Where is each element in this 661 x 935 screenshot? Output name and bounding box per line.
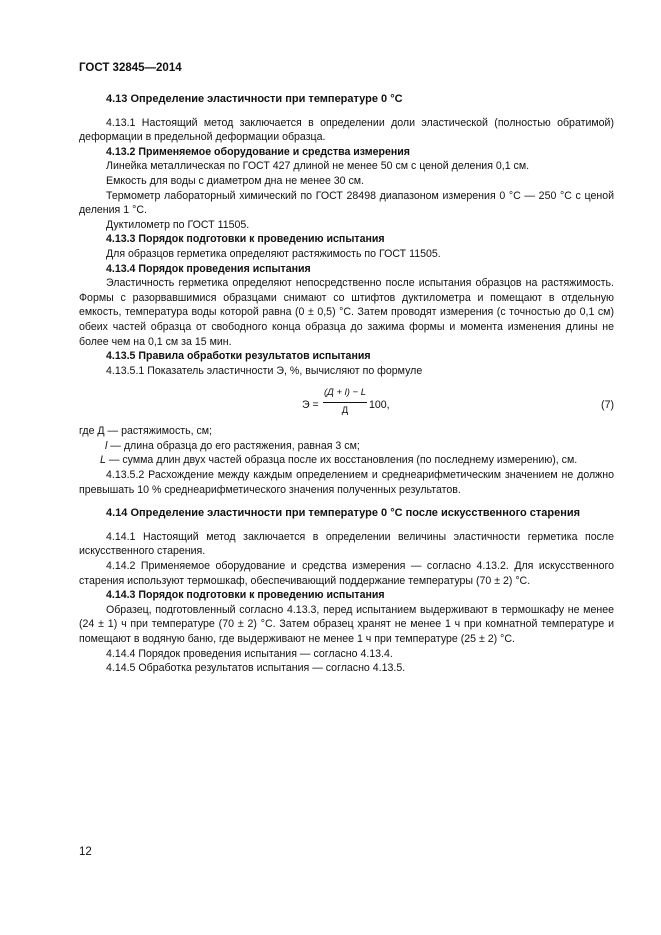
para-4-13-1: 4.13.1 Настоящий метод заключается в определении доли эластической (полностью обратимой) деформации в предельной деформации образца. <box>79 116 614 144</box>
section-4-13-title: 4.13 Определение эластичности при температуре 0 °С <box>106 93 403 105</box>
symbol-d: Д <box>97 425 105 438</box>
document-body <box>79 92 614 676</box>
definition-big-l <box>79 453 614 468</box>
document-header: ГОСТ 32845—2014 <box>79 62 182 74</box>
formula-numerator: (Д + l) − L <box>323 386 367 403</box>
para-4-13-5-2: 4.13.5.2 Расхождение между каждым определением и среднеарифметическим значением не должно превышать 10 % среднеарифметического значения полученных результатов. <box>79 469 614 496</box>
heading-4-13-4: 4.13.4 Порядок проведения испытания <box>106 262 311 275</box>
page-number: 12 <box>79 846 92 858</box>
heading-4-13-2: 4.13.2 Применяемое оборудование и средства измерения <box>106 145 410 158</box>
definition-big-l-text: — сумма длин двух частей образца после их восстановления (по последнему измерению), см. <box>105 454 578 467</box>
para-4-14-1: 4.14.1 Настоящий метод заключается в определении величины эластичности герметика после искусственного старения. <box>79 530 614 558</box>
formula-denominator: Д <box>341 404 349 416</box>
para-4-14-4: 4.14.4 Порядок проведения испытания — согласно 4.13.4. <box>106 647 393 660</box>
heading-4-13-5: 4.13.5 Правила обработки результатов испытания <box>106 350 371 363</box>
formula-multiplier: 100, <box>369 399 390 412</box>
definition-l-text: — длина образца до его растяжения, равная 3 см; <box>107 439 360 452</box>
para-4-13-3: Для образцов герметика определяют растяжимость по ГОСТ 11505. <box>106 247 441 260</box>
equipment-thermometer: Термометр лабораторный химический по ГОСТ 28498 диапазоном измерения 0 °С — 250 °С с ценой деления 1 °С. <box>79 189 614 217</box>
para-4-14-5: 4.14.5 Обработка результатов испытания — согласно 4.13.5. <box>106 662 406 675</box>
formula-fraction <box>323 386 367 418</box>
where-word: где <box>79 425 95 438</box>
section-4-14-title: 4.14 Определение эластичности при температуре 0 °С после искусственного старения <box>106 507 581 520</box>
heading-4-13-3: 4.13.3 Порядок подготовки к проведению испытания <box>106 233 385 246</box>
formula-lhs: Э = <box>302 399 319 412</box>
definition-d <box>79 424 614 439</box>
symbol-big-l: L <box>100 454 106 467</box>
para-4-13-5-1: 4.13.5.1 Показатель эластичности Э, %, вычисляют по формуле <box>106 364 423 377</box>
para-4-14-3: Образец, подготовленный согласно 4.13.3, перед испытанием выдерживают в термошкафу не менее (24 ± 1) ч при температуре (70 ± 2) °С. Затем образец хранят не менее 1 ч при комнатной температуре и помещают в водяную баню, где выдерживают не менее 1 ч при температуре (25 ± 2) °С. <box>79 603 614 645</box>
equipment-ruler: Линейка металлическая по ГОСТ 427 длиной не менее 50 см с ценой деления 0,1 см. <box>106 160 530 173</box>
heading-4-14-3: 4.14.3 Порядок подготовки к проведению испытания <box>106 589 385 602</box>
formula-number: (7) <box>601 399 614 412</box>
definition-d-text: — растяжимость, см; <box>104 425 213 438</box>
definition-l <box>79 439 614 454</box>
para-4-13-4: Эластичность герметика определяют непосредственно после испытания образцов на растяжимость. Формы с разорвавшимися образцами снимают со штифтов дуктилометра и помещают в отдельную емкость, температура воды которой равна (0 ± 0,5) °С. Затем проводят измерения (с точностью до 0,1 см) обеих частей образца от свободного конца образца до зажима формы и момента изменения длины не более чем на 0,1 см за 15 мин. <box>79 277 614 348</box>
equipment-ductilometer: Дуктилометр по ГОСТ 11505. <box>106 218 250 231</box>
formula-7 <box>79 384 614 424</box>
equipment-container: Емкость для воды с диаметром дна не менее 30 см. <box>106 174 365 187</box>
para-4-14-2: 4.14.2 Применяемое оборудование и средства измерения — согласно 4.13.2. Для искусственного старения используют термошкаф, обеспечивающий поддержание температуры (70 ± 2) °С. <box>79 560 614 587</box>
symbol-l: l <box>105 439 108 452</box>
